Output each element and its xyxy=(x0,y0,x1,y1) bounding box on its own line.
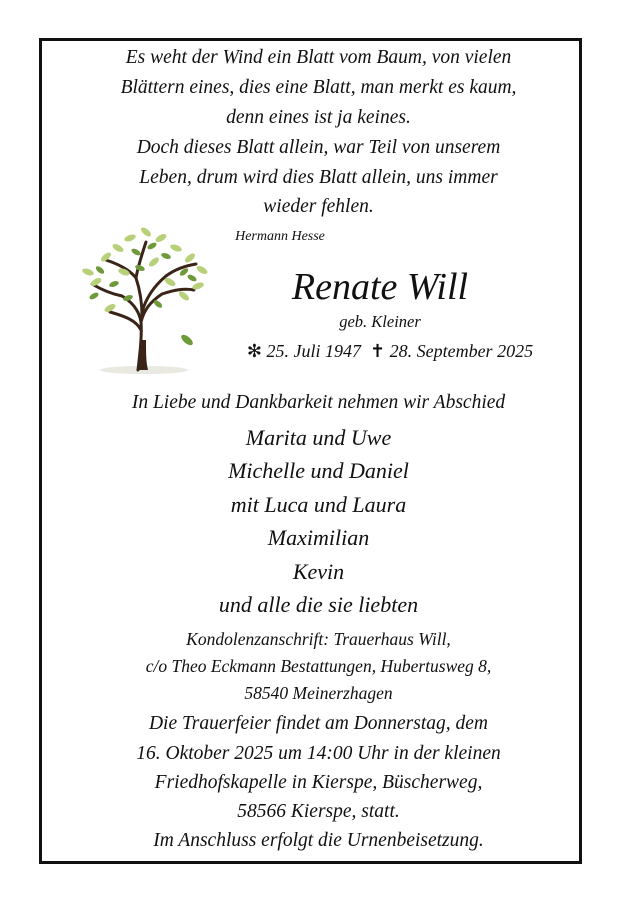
family-line-6: und alle die sie liebten xyxy=(218,592,419,617)
funeral-line-1: Die Trauerfeier findet am Donnerstag, dem xyxy=(148,713,489,734)
tree-icon xyxy=(66,212,224,377)
family-line-2: Michelle und Daniel xyxy=(228,458,409,483)
death-cross-icon: ✝ xyxy=(370,341,386,361)
poem-line-5: Leben, drum wird dies Blatt allein, uns immer xyxy=(139,167,498,188)
family-line-5: Kevin xyxy=(292,559,345,584)
birth-date: 25. Juli 1947 xyxy=(266,341,361,361)
family-line-3: mit Luca und Laura xyxy=(230,492,407,517)
farewell-text: In Liebe und Dankbarkeit nehmen wir Abschied xyxy=(131,392,506,413)
condolence-line-1: Kondolenzanschrift: Trauerhaus Will, xyxy=(186,629,451,649)
condolence-line-2: c/o Theo Eckmann Bestattungen, Hubertusweg 8, xyxy=(145,656,492,676)
death-date: 28. September 2025 xyxy=(389,341,534,361)
poem-line-2: Blättern eines, dies eine Blatt, man merkt es kaum, xyxy=(120,77,517,98)
funeral-line-2: 16. Oktober 2025 um 14:00 Uhr in der kleinen xyxy=(136,743,501,764)
poem-line-4: Doch dieses Blatt allein, war Teil von unserem xyxy=(136,137,501,158)
maiden-name: geb. Kleiner xyxy=(339,312,421,331)
poem-author: Hermann Hesse xyxy=(235,229,325,244)
family-line-4: Maximilian xyxy=(267,525,370,550)
funeral-line-4: 58566 Kierspe, statt. xyxy=(237,801,400,822)
obituary-border xyxy=(39,38,582,864)
poem-line-1: Es weht der Wind ein Blatt vom Baum, von vielen xyxy=(125,47,512,68)
poem-line-6: wieder fehlen. xyxy=(263,196,374,217)
deceased-name: Renate Will xyxy=(291,266,469,308)
birth-star-icon: ✻ xyxy=(246,341,262,361)
poem-line-3: denn eines ist ja keines. xyxy=(226,107,411,128)
funeral-line-5: Im Anschluss erfolgt die Urnenbeisetzung. xyxy=(153,830,484,851)
family-line-1: Marita und Uwe xyxy=(245,425,392,450)
condolence-line-3: 58540 Meinerzhagen xyxy=(244,683,393,703)
life-dates xyxy=(210,341,570,362)
funeral-line-3: Friedhofskapelle in Kierspe, Büscherweg, xyxy=(154,772,483,793)
